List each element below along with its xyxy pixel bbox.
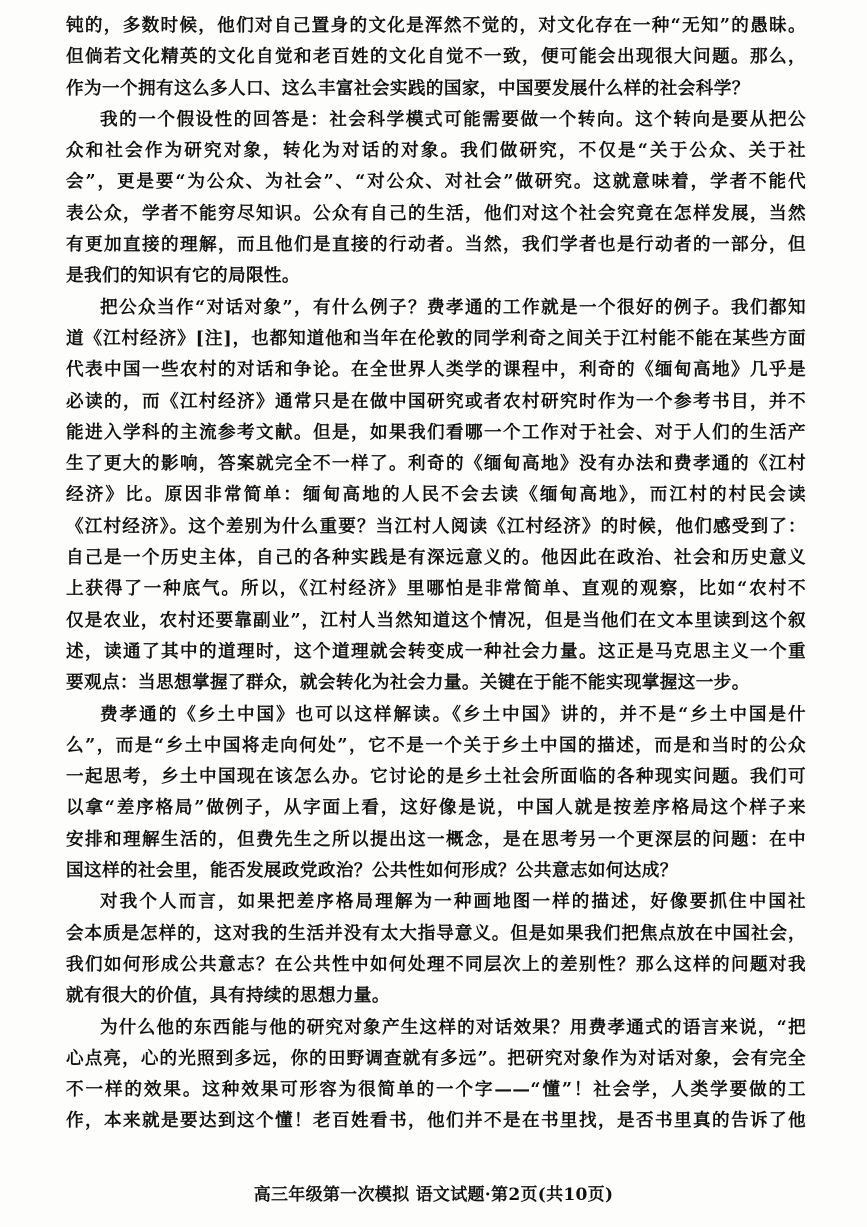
text-line: 一起思考，乡土中国现在该怎么办。它讨论的是乡土社会所面临的各种现实问题。我们可: [66, 766, 806, 788]
text-line: 众和社会作为研究对象，转化为对话的对象。我们做研究，不仅是“关于公众、关于社: [66, 140, 806, 162]
text-line: 心点亮，心的光照到多远，你的田野调查就有多远”。把研究对象作为对话对象，会有完全: [66, 1047, 806, 1069]
text-line: 《江村经济》。这个差别为什么重要？当江村人阅读《江村经济》的时候，他们感受到了：: [66, 515, 806, 537]
text-line: 能进入学科的主流参考文献。但是，如果我们看哪一个工作对于社会、对于人们的生活产: [66, 421, 806, 443]
text-line: 述，读通了其中的道理时，这个道理就会转变成一种社会力量。这正是马克思主义一个重: [66, 640, 806, 662]
text-line: 以拿“差序格局”做例子，从字面上看，这好像是说，中国人就是按差序格局这个样子来: [66, 797, 806, 819]
text-line: 我们如何形成公共意志？在公共性中如何处理不同层次上的差别性？那么这样的问题对我: [66, 953, 806, 975]
text-line: 国这样的社会里，能否发展政党政治？公共性如何形成？公共意志如何达成？: [66, 860, 678, 882]
text-line: 我的一个假设性的回答是：社会科学模式可能需要做一个转向。这个转向是要从把公: [100, 108, 806, 130]
text-line: 有更加直接的理解，而且他们是直接的行动者。当然，我们学者也是行动者的一部分，但: [66, 234, 806, 256]
text-line: 费孝通的《乡土中国》也可以这样解读。《乡土中国》讲的，并不是“乡土中国是什: [100, 703, 806, 725]
text-line: 是我们的知识有它的局限性。: [66, 265, 300, 287]
text-line: 作为一个拥有这么多人口、这么丰富社会实践的国家，中国要发展什么样的社会科学？: [66, 77, 750, 99]
text-line: 经济》比。原因非常简单：缅甸高地的人民不会去读《缅甸高地》，而江村的村民会读: [66, 484, 806, 506]
text-line: 把公众当作“对话对象”，有什么例子？费孝通的工作就是一个很好的例子。我们都知: [100, 296, 806, 318]
text-line: 作，本来就是要达到这个懂！老百姓看书，他们并不是在书里找，是否书里真的告诉了他: [66, 1110, 806, 1132]
text-line: 但倘若文化精英的文化自觉和老百姓的文化自觉不一致，便可能会出现很大问题。那么，: [66, 46, 806, 68]
text-line: 为什么他的东西能与他的研究对象产生这样的对话效果？用费孝通式的语言来说，“把: [100, 1016, 806, 1038]
text-line: 安排和理解生活的，但费先生之所以提出这一概念，是在思考另一个更深层的问题：在中: [66, 828, 806, 850]
text-line: 必读的，而《江村经济》通常只是在做中国研究或者农村研究时作为一个参考书目，并不: [66, 390, 806, 412]
text-line: 自己是一个历史主体，自己的各种实践是有深远意义的。他因此在政治、社会和历史意义: [66, 547, 806, 569]
article-body: [66, 10, 806, 1137]
text-line: 会本质是怎样的，这对我的生活并没有太大指导意义。但是如果我们把焦点放在中国社会，: [66, 922, 806, 944]
text-line: 不一样的效果。这种效果可形容为很简单的一个字——“懂”！社会学，人类学要做的工: [66, 1079, 806, 1101]
text-line: 上获得了一种底气。所以，《江村经济》里哪怕是非常简单、直观的观察，比如“农村不: [66, 578, 806, 600]
text-line: 就有很大的价值，具有持续的思想力量。: [66, 985, 390, 1007]
page-footer: 高三年级第一次模拟 语文试题·第2页(共10页): [253, 1185, 614, 1205]
text-line: 会”，更是要“为公众、为社会”、“对公众、对社会”做研究。这就意味着，学者不能代: [66, 171, 806, 193]
text-line: 对我个人而言，如果把差序格局理解为一种画地图一样的描述，好像要抓住中国社: [100, 891, 806, 913]
text-line: 表公众，学者不能穷尽知识。公众有自己的生活，他们对这个社会究竟在怎样发展，当然: [66, 202, 806, 224]
text-line: 代表中国一些农村的对话和争论。在全世界人类学的课程中，利奇的《缅甸高地》几乎是: [66, 359, 806, 381]
text-line: 么”，而是“乡土中国将走向何处”，它不是一个关于乡土中国的描述，而是和当时的公众: [66, 734, 806, 756]
text-line: 钝的，多数时候，他们对自己置身的文化是浑然不觉的，对文化存在一种“无知”的愚昧。: [66, 15, 806, 36]
text-line: 仅是农业，农村还要靠副业”，江村人当然知道这个情况，但是当他们在文本里读到这个叙: [66, 609, 806, 631]
text-line: 生了更大的影响，答案就完全不一样了。利奇的《缅甸高地》没有办法和费孝通的《江村: [66, 453, 806, 475]
text-line: 要观点：当思想掌握了群众，就会转化为社会力量。关键在于能不能实现掌握这一步。: [66, 672, 750, 694]
text-line: 道《江村经济》[注]，也都知道他和当年在伦敦的同学利奇之间关于江村能不能在某些方面: [66, 327, 806, 349]
